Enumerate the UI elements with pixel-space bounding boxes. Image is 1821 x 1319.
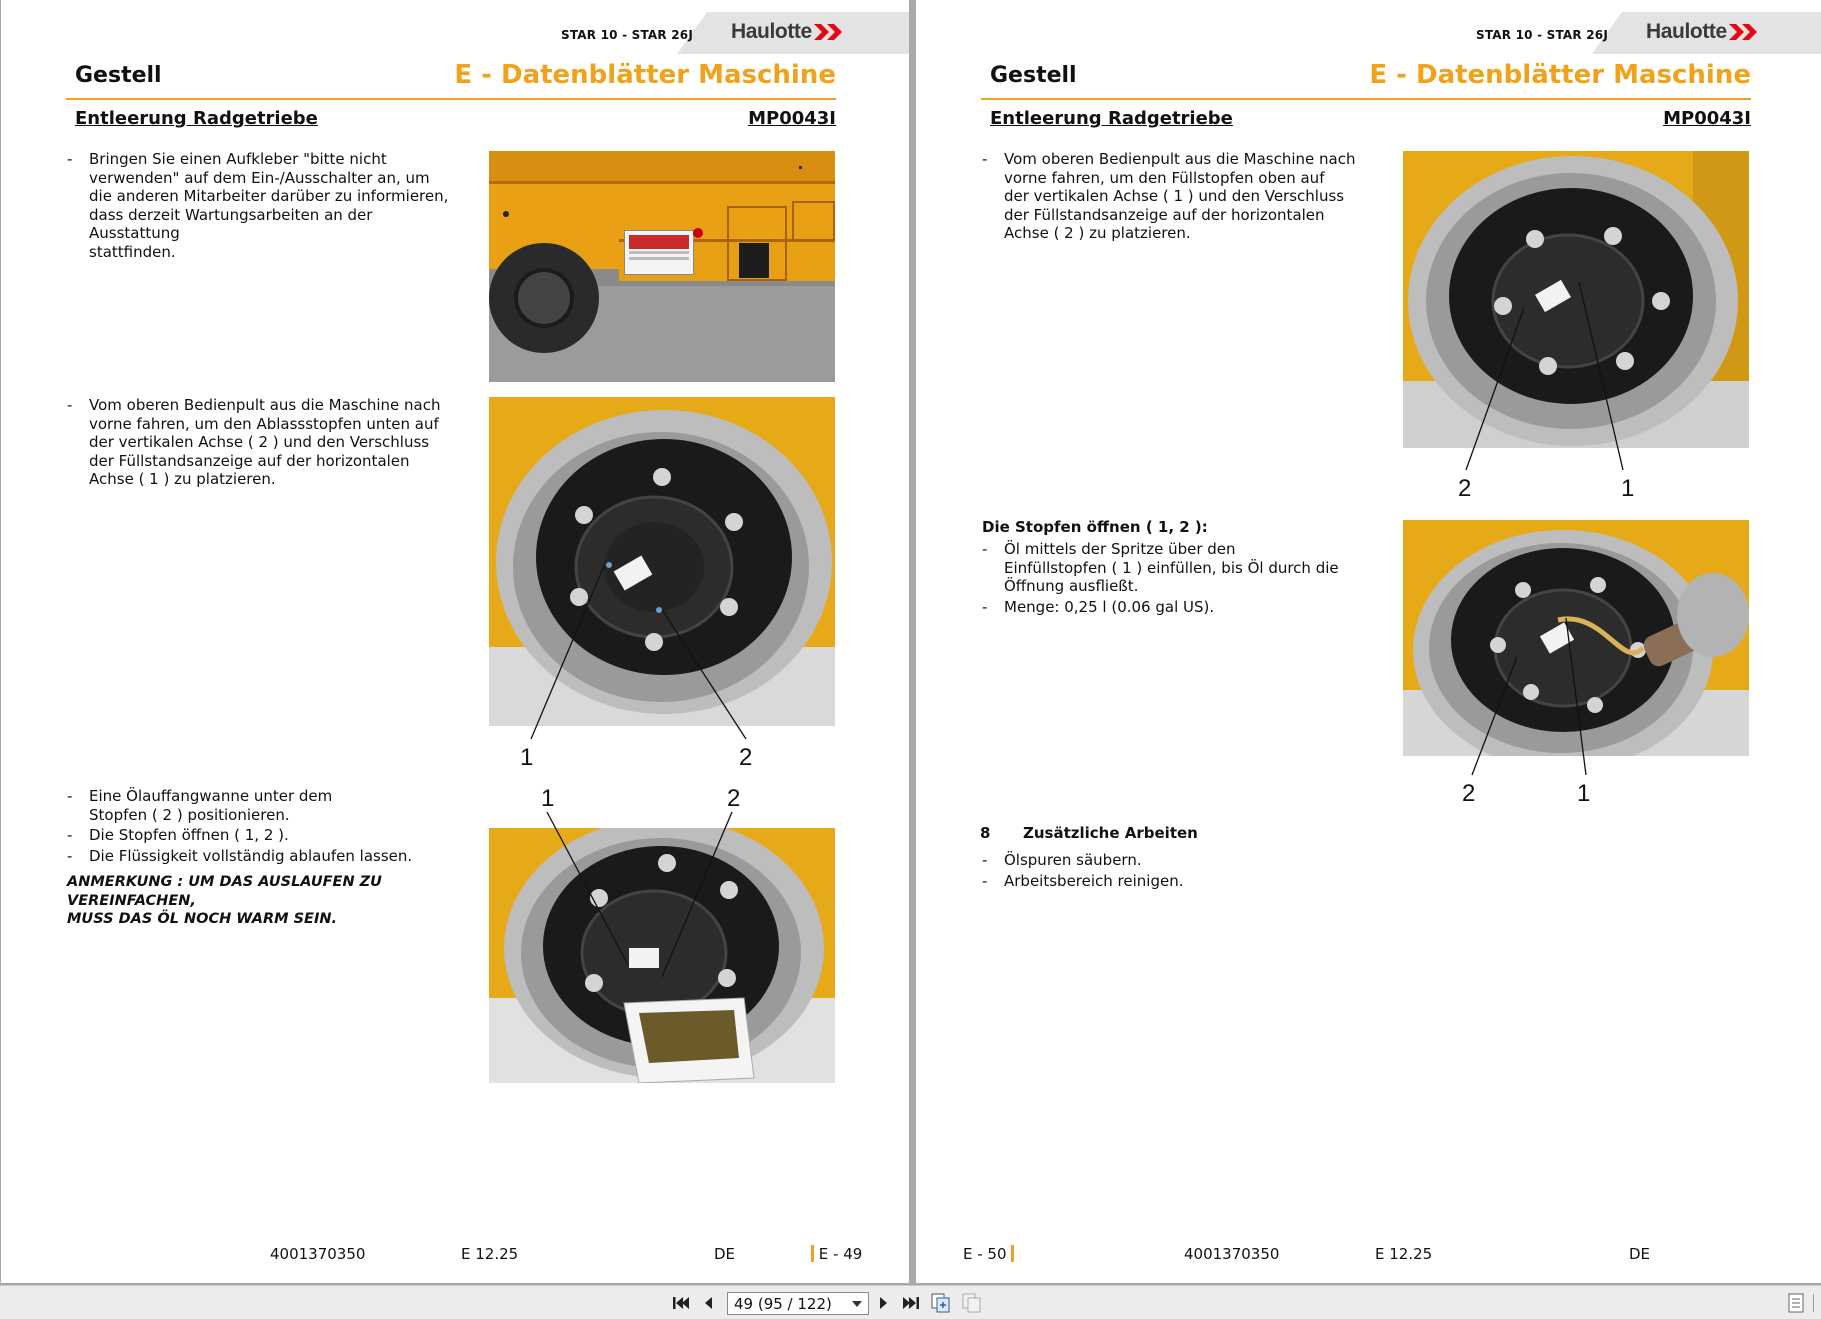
logo-wordmark: Haulotte bbox=[1646, 20, 1727, 43]
step-list-2 bbox=[982, 540, 1362, 616]
footer-language: DE bbox=[714, 1245, 736, 1263]
footer-page-number: E - 49 bbox=[811, 1245, 862, 1263]
step-list-2 bbox=[67, 396, 447, 489]
chevrons-icon bbox=[1729, 24, 1759, 40]
previous-page-button[interactable] bbox=[697, 1292, 719, 1314]
chapter-title: E - Datenblätter Maschine bbox=[1369, 60, 1751, 90]
properties-button[interactable] bbox=[1785, 1292, 1807, 1314]
footer-doc-number: 4001370350 bbox=[1184, 1245, 1280, 1263]
last-page-icon bbox=[902, 1295, 920, 1311]
navigation-toolbar bbox=[0, 1285, 1821, 1319]
callout-number: 1 bbox=[1577, 780, 1591, 807]
step-item: - Eine Ölauffangwanne unter dem Stopfen ( 2 ) positionieren. bbox=[67, 787, 457, 824]
footer-language: DE bbox=[1629, 1245, 1651, 1263]
open-plugs-heading: Die Stopfen öffnen ( 1, 2 ): bbox=[982, 518, 1208, 536]
procedure-title: Entleerung Radgetriebe bbox=[990, 108, 1233, 129]
photo-wheel-fill-plug bbox=[1403, 151, 1749, 448]
page-marker bbox=[811, 1245, 814, 1262]
model-label: STAR 10 - STAR 26J bbox=[1476, 28, 1609, 42]
header-rule bbox=[981, 98, 1751, 100]
page-49 bbox=[1, 0, 909, 1283]
model-label: STAR 10 - STAR 26J bbox=[561, 28, 694, 42]
footer-doc-number: 4001370350 bbox=[270, 1245, 366, 1263]
haulotte-logo bbox=[1646, 20, 1759, 44]
step-item: - Bringen Sie einen Aufkleber "bitte nicht verwenden" auf dem Ein-/Ausschalter an, um die anderen Mitarbeiter darüber zu informieren, dass derzeit Wartungsarbeiten an der Ausstattung stattfinden. bbox=[67, 150, 467, 261]
step-item: - Die Flüssigkeit vollständig ablaufen lassen. bbox=[67, 847, 457, 866]
step-list-3 bbox=[982, 851, 1362, 890]
page-number-field[interactable]: 49 (95 / 122) bbox=[727, 1292, 869, 1315]
photo-drain-pan bbox=[489, 828, 835, 1083]
procedure-code: MP0043I bbox=[748, 108, 836, 129]
page-50 bbox=[916, 0, 1821, 1283]
step-list-3 bbox=[67, 787, 457, 865]
callout-number: 2 bbox=[739, 744, 753, 771]
step-item: - Arbeitsbereich reinigen. bbox=[982, 872, 1362, 891]
step-item: - Öl mittels der Spritze über den Einfüllstopfen ( 1 ) einfüllen, bis Öl durch die Öffnung ausfließt. bbox=[982, 540, 1362, 596]
footer-edition: E 12.25 bbox=[461, 1245, 519, 1263]
callout-number: 1 bbox=[520, 744, 534, 771]
section-number: 8 bbox=[980, 824, 991, 842]
step-item: - Vom oberen Bedienpult aus die Maschine nach vorne fahren, um den Ablassstopfen unten auf der vertikalen Achse ( 2 ) und den Verschluss der Füllstandsanzeige auf der horizontalen Achse ( 1 ) zu platzieren. bbox=[67, 396, 447, 489]
chevrons-icon bbox=[814, 24, 844, 40]
chapter-title: E - Datenblätter Maschine bbox=[454, 60, 836, 90]
page-marker bbox=[1011, 1245, 1014, 1262]
additional-work-heading: Zusätzliche Arbeiten bbox=[1023, 824, 1198, 842]
continuous-view-icon bbox=[962, 1293, 982, 1313]
photo-wheel-hub bbox=[489, 397, 835, 726]
step-item: - Die Stopfen öffnen ( 1, 2 ). bbox=[67, 826, 457, 845]
footer-edition: E 12.25 bbox=[1375, 1245, 1433, 1263]
callout-number: 2 bbox=[727, 785, 741, 812]
two-page-view-icon bbox=[931, 1293, 951, 1313]
callout-number: 1 bbox=[1621, 475, 1635, 502]
chevron-down-icon[interactable] bbox=[852, 1301, 862, 1307]
logo-wordmark: Haulotte bbox=[731, 20, 812, 43]
step-list-1 bbox=[982, 150, 1382, 243]
first-page-icon bbox=[672, 1295, 690, 1311]
step-item: - Menge: 0,25 l (0.06 gal US). bbox=[982, 598, 1362, 617]
properties-icon bbox=[1788, 1293, 1804, 1313]
toolbar-divider bbox=[1813, 1294, 1814, 1312]
step-list-1 bbox=[67, 150, 467, 261]
photo-machine-side bbox=[489, 151, 835, 382]
warning-note: ANMERKUNG : UM DAS AUSLAUFEN ZU VEREINFACHEN, MUSS DAS ÖL NOCH WARM SEIN. bbox=[67, 874, 382, 927]
callout-number: 1 bbox=[541, 785, 555, 812]
step-item: - Ölspuren säubern. bbox=[982, 851, 1362, 870]
step-item: - Vom oberen Bedienpult aus die Maschine nach vorne fahren, um den Füllstopfen oben auf der vertikalen Achse ( 1 ) und den Verschluss der Füllstandsanzeige auf der horizontalen Achse ( 2 ) zu platzieren. bbox=[982, 150, 1382, 243]
header-rule bbox=[66, 98, 836, 100]
photo-oil-syringe bbox=[1403, 520, 1749, 756]
previous-page-icon bbox=[702, 1295, 714, 1311]
callout-number: 2 bbox=[1462, 780, 1476, 807]
footer-page-number: E - 50 bbox=[963, 1245, 1014, 1263]
first-page-button[interactable] bbox=[670, 1292, 692, 1314]
callout-number: 2 bbox=[1458, 475, 1472, 502]
next-page-icon bbox=[878, 1295, 890, 1311]
last-page-button[interactable] bbox=[900, 1292, 922, 1314]
procedure-title: Entleerung Radgetriebe bbox=[75, 108, 318, 129]
continuous-view-button[interactable] bbox=[961, 1292, 983, 1314]
section-title: Gestell bbox=[990, 63, 1077, 88]
procedure-code: MP0043I bbox=[1663, 108, 1751, 129]
two-page-view-button[interactable] bbox=[930, 1292, 952, 1314]
haulotte-logo bbox=[731, 20, 844, 44]
section-title: Gestell bbox=[75, 63, 162, 88]
next-page-button[interactable] bbox=[873, 1292, 895, 1314]
